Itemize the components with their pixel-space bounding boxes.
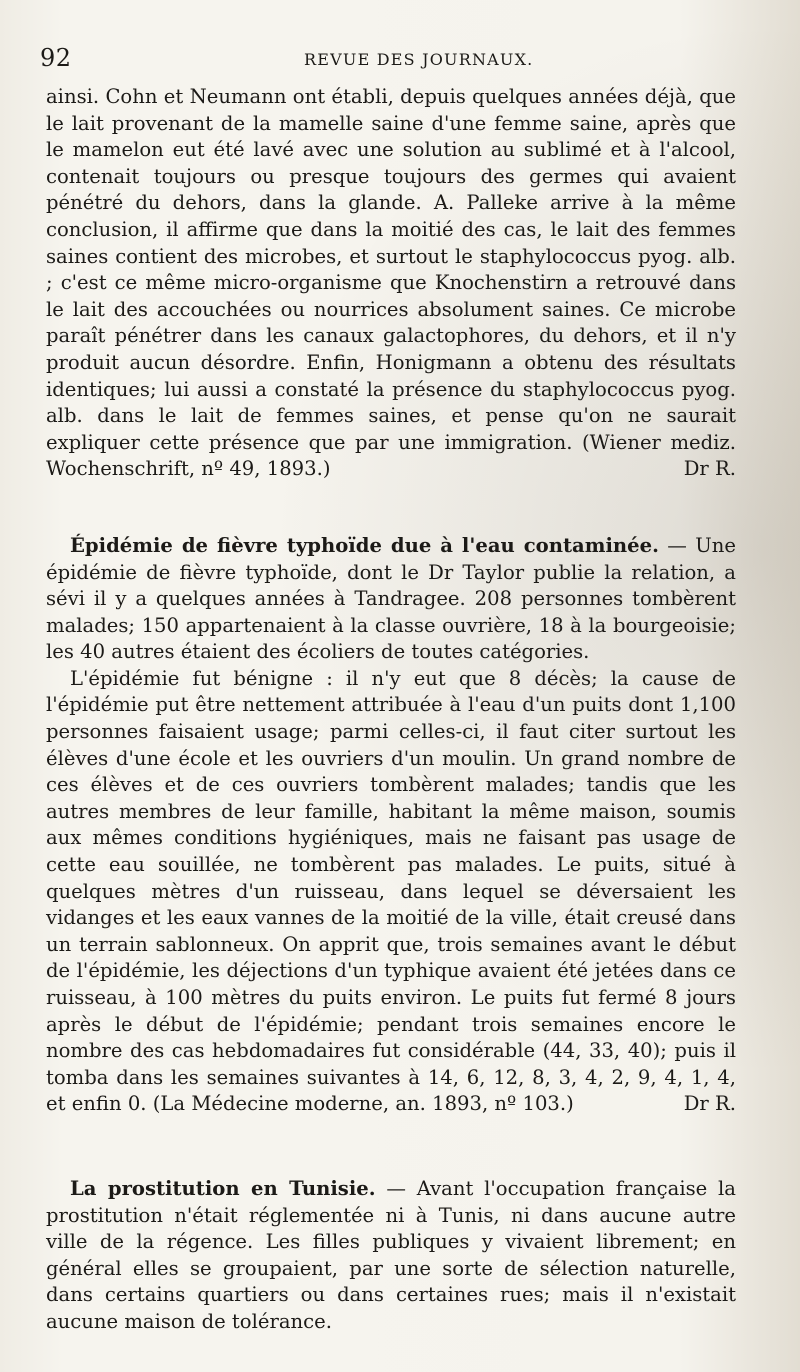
page-number: 92 xyxy=(40,44,72,72)
section-gap xyxy=(46,483,736,533)
article-tunisia-title: La prostitution en Tunisie. xyxy=(70,1176,376,1200)
article-typhoid-title: Épidémie de fièvre typhoïde due à l'eau contaminée. xyxy=(70,533,659,557)
article-milk-microbes xyxy=(46,84,736,483)
section-gap xyxy=(46,1118,736,1176)
article-tunisia xyxy=(46,1176,736,1336)
article-typhoid-text: L'épidémie fut bénigne : il n'y eut que 8 décès; la cause de l'épidémie put être nettement attribuée à l'eau d'un puits dont 1,100 personnes faisaient usage; parmi celles-ci, il faut citer surtout les élèves d'une école et les ouvriers d'un moulin. Un grand nombre de ces élèves et de ces ouvriers tombèrent malades; tandis que les autres membres de leur famille, habitant la même maison, soumis aux mêmes conditions hygiéniques, mais ne faisant pas usage de cette eau souillée, ne tombèrent pas malades. Le puits, situé à quelques mètres d'un ruisseau, dans lequel se déversaient les vidanges et les eaux vannes de la moitié de la ville, était creusé dans un terrain sablonneux. On apprit que, trois semaines avant le début de l'épidémie, les déjections d'un typhique avaient été jetées dans ce ruisseau, à 100 mètres du puits environ. Le puits fut fermé 8 jours après le début de l'épidémie; pendant trois semaines encore le nombre des cas hebdomadaires fut considérable (44, 33, 40); puis il tomba dans les semaines suivantes à 14, 6, 12, 8, 3, 4, 2, 9, 4, 1, 4, et enfin 0. (La Médecine moderne, an. 1893, nº 103.) xyxy=(46,666,736,1116)
page-header xyxy=(40,44,752,74)
page-body xyxy=(46,84,736,1336)
article-milk-text: ainsi. Cohn et Neumann ont établi, depuis quelques années déjà, que le lait provenant de la mamelle saine d'une femme saine, après que le mamelon eut été lavé avec une solution au sublimé et à l'alcool, contenait toujours ou presque toujours des germes qui avaient pénétré du dehors, dans la glande. A. Palleke arrive à la même conclusion, il affirme que dans la moitié des cas, le lait des femmes saines contient des microbes, et surtout le staphylococcus pyog. alb. ; c'est ce même micro-organisme que Knochenstirn a retrouvé dans le lait des accouchées ou nourrices absolument saines. Ce microbe paraît pénétrer dans les canaux galactophores, du dehors, et il n'y produit aucun désordre. Enfin, Honigmann a obtenu des résultats identiques; lui aussi a constaté la présence du staphylococcus pyog. alb. dans le lait de femmes saines, et pense qu'on ne saurait expliquer cette présence que par une immigration. (Wiener mediz. Wochenschrift, nº 49, 1893.) xyxy=(46,85,736,481)
article-typhoid-signature: Dr R. xyxy=(683,1092,736,1116)
article-tunisia-lead: — Avant l'occupation française la prostitution n'était réglementée ni à Tunis, ni dans aucune autre ville de la régence. Les filles publiques y vivaient librement; en général elles se groupaient, par une sorte de sélection naturelle, dans certains quartiers ou dans certaines rues; mais il n'existait aucune maison de tolérance. xyxy=(46,1176,736,1333)
article-typhoid-intro xyxy=(46,533,736,666)
article-typhoid-lead: — Une épidémie de fièvre typhoïde, dont le Dr Taylor publie la relation, a sévi il y a quelques années à Tandragee. 208 personnes tombèrent malades; 150 appartenaient à la classe ouvrière, 18 à la bourgeoisie; les 40 autres étaient des écoliers de toutes catégories. xyxy=(46,533,736,664)
running-head: REVUE DES JOURNAUX. xyxy=(304,50,534,69)
article-milk-signature: Dr R. xyxy=(683,457,736,481)
article-typhoid-body xyxy=(46,666,736,1118)
